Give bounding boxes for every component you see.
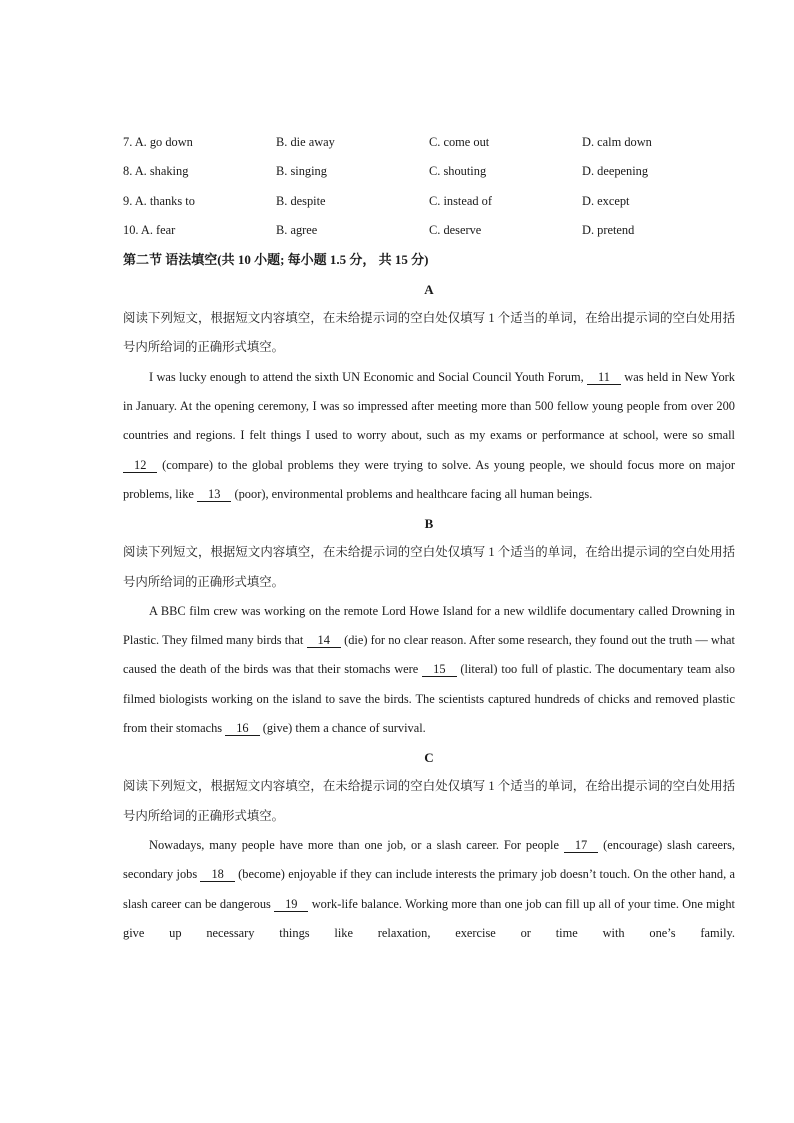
blank-12: 12: [123, 458, 157, 473]
blank-18: 18: [200, 867, 234, 882]
option-row-8: [123, 157, 735, 186]
blank-11: 11: [587, 370, 621, 385]
passage-text: (literal) too full of plastic. The documentary team also filmed biologists working on the island to save the birds. The scientists captured hundreds of chicks and removed plastic from their stomachs: [123, 662, 735, 736]
option-9a: 9. A. thanks to: [123, 193, 195, 208]
blank-16: 16: [225, 721, 259, 736]
option-row-7: [123, 128, 735, 157]
option-9b: B. despite: [276, 193, 326, 208]
option-8b: B. singing: [276, 164, 327, 179]
blank-15: 15: [422, 662, 456, 677]
instruction-a: 阅读下列短文，根据短文内容填空，在未给提示词的空白处仅填写 1 个适当的单词，在给出提示词的空白处用括号内所给词的正确形式填空。: [123, 311, 735, 355]
passage-text: (give) them a chance of survival.: [259, 721, 426, 736]
passage-text: (die) for no clear reason. After some research, they found out the truth — what caused the death of the birds was that their stomachs were: [123, 633, 735, 677]
passage-text: was held in New York in January. At the opening ceremony, I was so impressed after meeting more than 500 fellow young people from over 200 countries and regions. I felt things I used to worry about, such as my exams or performance at school, were so small: [123, 369, 735, 443]
passage-text: (become) enjoyable if they can include interests the primary job doesn’t touch. On the other hand, a slash career can be dangerous: [123, 867, 735, 911]
instruction-c: 阅读下列短文，根据短文内容填空，在未给提示词的空白处仅填写 1 个适当的单词，在给出提示词的空白处用括号内所给词的正确形式填空。: [123, 779, 735, 823]
passage-text: Nowadays, many people have more than one job, or a slash career. For people: [149, 837, 564, 852]
passage-text: (poor), environmental problems and healthcare facing all human beings.: [231, 486, 593, 501]
option-10c: C. deserve: [429, 223, 482, 238]
option-7d: D. calm down: [582, 135, 652, 150]
blank-13: 13: [197, 487, 231, 502]
option-7c: C. come out: [429, 135, 490, 150]
option-row-9: [123, 187, 735, 216]
instruction-b: 阅读下列短文，根据短文内容填空，在未给提示词的空白处仅填写 1 个适当的单词，在给出提示词的空白处用括号内所给词的正确形式填空。: [123, 545, 735, 589]
option-8c: C. shouting: [429, 164, 487, 179]
option-9d: D. except: [582, 193, 630, 208]
blank-19: 19: [274, 897, 308, 912]
option-10a: 10. A. fear: [123, 223, 176, 238]
option-9c: C. instead of: [429, 193, 492, 208]
passage-text: (encourage) slash careers, secondary jobs: [123, 837, 735, 882]
option-row-10: [123, 216, 735, 245]
blank-14: 14: [307, 633, 341, 648]
passage-text: I was lucky enough to attend the sixth UN Economic and Social Council Youth Forum,: [149, 369, 588, 384]
passage-text: (compare) to the global problems they were trying to solve. As young people, we should focus more on major problems, like: [123, 457, 735, 501]
blank-17: 17: [564, 838, 598, 853]
passage-text: work-life balance. Working more than one job can fill up all of your time. One might give up necessary things like relaxation, exercise or time with one’s family.: [123, 896, 735, 940]
options-block: [123, 128, 735, 245]
part-letter-c: C: [424, 750, 434, 766]
passage-text: A BBC film crew was working on the remote Lord Howe Island for a new wildlife documentary called Drowning in Plastic. They filmed many birds that: [123, 603, 735, 648]
part-letter-b: B: [424, 516, 434, 532]
option-10b: B. agree: [276, 223, 318, 238]
passage-a: [123, 363, 735, 509]
exam-page: [123, 128, 735, 948]
option-7a: 7. A. go down: [123, 135, 193, 150]
part-letter-a: A: [424, 282, 434, 298]
option-10d: D. pretend: [582, 223, 635, 238]
passage-c: [123, 831, 735, 948]
option-7b: B. die away: [276, 135, 335, 150]
option-8d: D. deepening: [582, 164, 649, 179]
section-title: 第二节 语法填空(共 10 小题; 每小题 1.5 分， 共 15 分): [123, 252, 429, 268]
passage-b: [123, 597, 735, 743]
option-8a: 8. A. shaking: [123, 164, 189, 179]
